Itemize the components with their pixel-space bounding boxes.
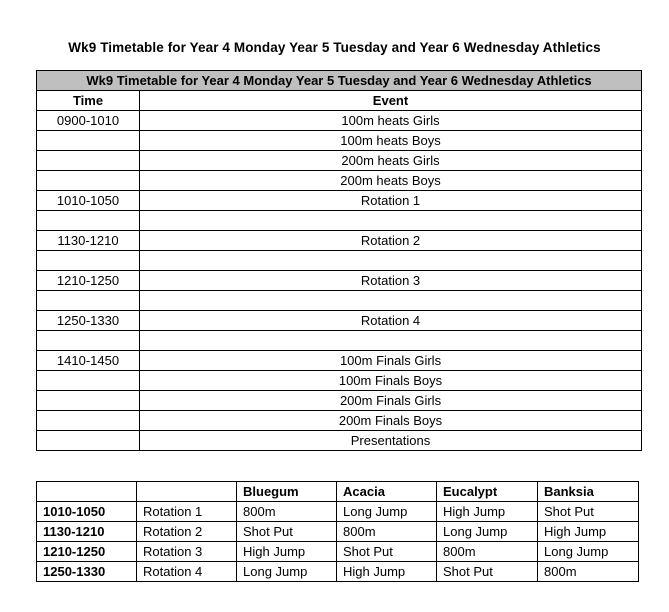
table-row xyxy=(37,131,642,151)
timetable-header-row xyxy=(37,71,642,91)
time-cell xyxy=(37,151,140,171)
activity-cell: 800m xyxy=(237,502,337,522)
table-row xyxy=(37,311,642,331)
activity-cell: Shot Put xyxy=(237,522,337,542)
activity-cell: Shot Put xyxy=(437,562,538,582)
time-cell: 1250-1330 xyxy=(37,311,140,331)
rotations-table xyxy=(36,481,639,582)
time-cell: 1410-1450 xyxy=(37,351,140,371)
rotations-header-bluegum: Bluegum xyxy=(237,482,337,502)
event-cell: Rotation 2 xyxy=(140,231,642,251)
event-cell: 200m heats Girls xyxy=(140,151,642,171)
time-cell xyxy=(37,431,140,451)
activity-cell: High Jump xyxy=(538,522,639,542)
rotation-time-cell: 1210-1250 xyxy=(37,542,137,562)
time-cell: 1210-1250 xyxy=(37,271,140,291)
timetable-column-headers xyxy=(37,91,642,111)
column-header-time: Time xyxy=(37,91,140,111)
table-row xyxy=(37,171,642,191)
activity-cell: High Jump xyxy=(237,542,337,562)
table-row xyxy=(37,271,642,291)
rotation-label-cell: Rotation 3 xyxy=(137,542,237,562)
event-cell: Presentations xyxy=(140,431,642,451)
event-cell xyxy=(140,331,642,351)
event-cell: 100m heats Girls xyxy=(140,111,642,131)
rotation-time-cell: 1250-1330 xyxy=(37,562,137,582)
table-row xyxy=(37,411,642,431)
rotations-header-row xyxy=(37,482,639,502)
rotations-header-cell xyxy=(137,482,237,502)
rotation-time-cell: 1130-1210 xyxy=(37,522,137,542)
table-row xyxy=(37,502,639,522)
activity-cell: Long Jump xyxy=(237,562,337,582)
timetable xyxy=(36,70,642,451)
timetable-header: Wk9 Timetable for Year 4 Monday Year 5 Tuesday and Year 6 Wednesday Athletics xyxy=(37,71,642,91)
time-cell xyxy=(37,131,140,151)
table-row xyxy=(37,151,642,171)
table-row xyxy=(37,542,639,562)
event-cell: 200m Finals Girls xyxy=(140,391,642,411)
activity-cell: 800m xyxy=(437,542,538,562)
table-row xyxy=(37,111,642,131)
table-row xyxy=(37,291,642,311)
event-cell xyxy=(140,251,642,271)
time-cell xyxy=(37,411,140,431)
event-cell: 100m Finals Boys xyxy=(140,371,642,391)
rotation-label-cell: Rotation 1 xyxy=(137,502,237,522)
event-cell: 200m Finals Boys xyxy=(140,411,642,431)
rotations-header-eucalypt: Eucalypt xyxy=(437,482,538,502)
event-cell: 200m heats Boys xyxy=(140,171,642,191)
activity-cell: Long Jump xyxy=(538,542,639,562)
table-row xyxy=(37,391,642,411)
table-row xyxy=(37,211,642,231)
table-row xyxy=(37,351,642,371)
time-cell xyxy=(37,251,140,271)
event-cell xyxy=(140,291,642,311)
rotation-label-cell: Rotation 4 xyxy=(137,562,237,582)
table-row xyxy=(37,331,642,351)
activity-cell: Shot Put xyxy=(337,542,437,562)
activity-cell: 800m xyxy=(538,562,639,582)
time-cell: 1130-1210 xyxy=(37,231,140,251)
table-row xyxy=(37,431,642,451)
table-row xyxy=(37,371,642,391)
table-row xyxy=(37,522,639,542)
table-row xyxy=(37,231,642,251)
column-header-event: Event xyxy=(140,91,642,111)
activity-cell: Long Jump xyxy=(337,502,437,522)
rotations-header-cell xyxy=(37,482,137,502)
time-cell xyxy=(37,211,140,231)
time-cell xyxy=(37,171,140,191)
activity-cell: High Jump xyxy=(337,562,437,582)
time-cell: 0900-1010 xyxy=(37,111,140,131)
rotations-header-banksia: Banksia xyxy=(538,482,639,502)
time-cell xyxy=(37,391,140,411)
time-cell xyxy=(37,371,140,391)
time-cell xyxy=(37,331,140,351)
table-row xyxy=(37,251,642,271)
activity-cell: Shot Put xyxy=(538,502,639,522)
rotation-label-cell: Rotation 2 xyxy=(137,522,237,542)
table-row xyxy=(37,562,639,582)
document-title: Wk9 Timetable for Year 4 Monday Year 5 Tuesday and Year 6 Wednesday Athletics xyxy=(68,40,601,55)
time-cell: 1010-1050 xyxy=(37,191,140,211)
table-row xyxy=(37,191,642,211)
event-cell: Rotation 4 xyxy=(140,311,642,331)
activity-cell: Long Jump xyxy=(437,522,538,542)
event-cell xyxy=(140,211,642,231)
event-cell: 100m Finals Girls xyxy=(140,351,642,371)
rotations-header-acacia: Acacia xyxy=(337,482,437,502)
activity-cell: High Jump xyxy=(437,502,538,522)
activity-cell: 800m xyxy=(337,522,437,542)
time-cell xyxy=(37,291,140,311)
event-cell: Rotation 3 xyxy=(140,271,642,291)
rotation-time-cell: 1010-1050 xyxy=(37,502,137,522)
event-cell: 100m heats Boys xyxy=(140,131,642,151)
event-cell: Rotation 1 xyxy=(140,191,642,211)
